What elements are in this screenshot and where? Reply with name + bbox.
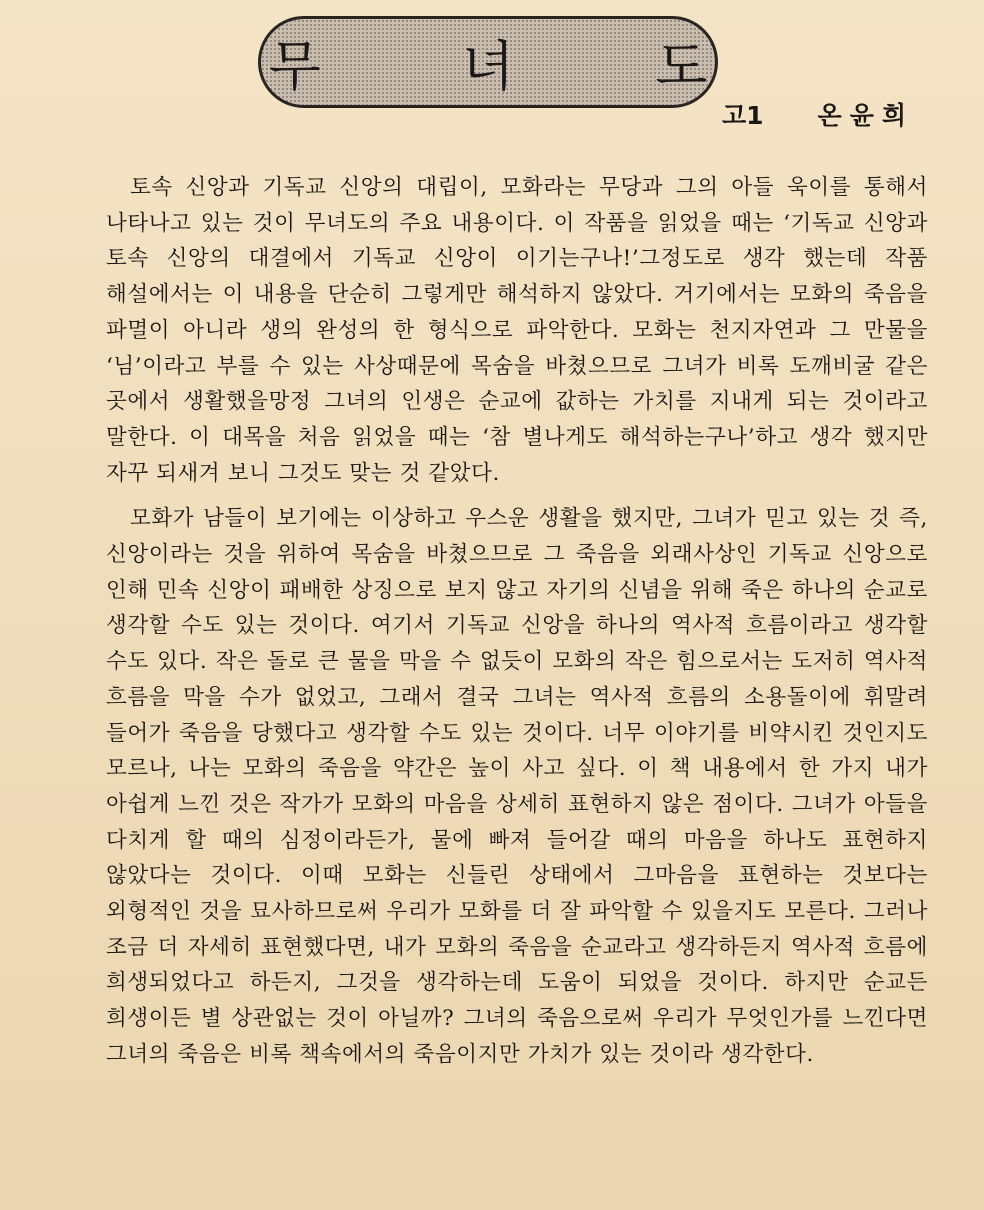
- author-grade: 고1: [722, 101, 764, 130]
- title-banner: [258, 16, 770, 108]
- essay-body: [106, 170, 928, 1073]
- byline: [722, 96, 914, 132]
- page-title: 무 녀 도: [268, 34, 770, 98]
- paragraph: 토속 신앙과 기독교 신앙의 대립이, 모화라는 무당과 그의 아들 욱이를 통해서 나타나고 있는 것이 무녀도의 주요 내용이다. 이 작품을 읽었을 때는 ‘기독교 신앙과 토속 신앙의 대결에서 기독교 신앙이 이기는구나!’그정도로 생각 했는데 작품 해설에서는 이 내용을 단순히 그렇게만 해석하지 않았다. 거기에서는 모화의 죽음을 파멸이 아니라 생의 완성의 한 형식으로 파악한다. 모화는 천지자연과 그 만물을 ‘님’이라고 부를 수 있는 사상때문에 목숨을 바쳤으므로 그녀가 비록 도깨비굴 같은 곳에서 생활했을망정 그녀의 인생은 순교에 값하는 가치를 지내게 되는 것이라고 말한다. 이 대목을 처음 읽었을 때는 ‘참 별나게도 해석하는구나’하고 생각 했지만 자꾸 되새겨 보니 그것도 맞는 것 같았다.: [106, 175, 928, 486]
- paragraph: 모화가 남들이 보기에는 이상하고 우스운 생활을 했지만, 그녀가 믿고 있는 것 즉, 신앙이라는 것을 위하여 목숨을 바쳤으므로 그 죽음을 외래사상인 기독교 신앙으로 인해 민속 신앙이 패배한 상징으로 보지 않고 자기의 신념을 위해 죽은 하나의 순교로 생각할 수도 있는 것이다. 여기서 기독교 신앙을 하나의 역사적 흐름이라고 생각할 수도 있다. 작은 돌로 큰 물을 막을 수 없듯이 모화의 작은 힘으로서는 도저히 역사적 흐름을 막을 수가 없었고, 그래서 결국 그녀는 역사적 흐름의 소용돌이에 휘말려 들어가 죽음을 당했다고 생각할 수도 있는 것이다. 너무 이야기를 비약시킨 것인지도 모르나, 나는 모화의 죽음을 약간은 높이 사고 싶다. 이 책 내용에서 한 가지 내가 아쉽게 느낀 것은 작가가 모화의 마음을 상세히 표현하지 않은 점이다. 그녀가 아들을 다치게 할 때의 심정이라든가, 물에 빠져 들어갈 때의 마음을 하나도 표현하지 않았다는 것이다. 이때 모화는 신들린 상태에서 그마음을 표현하는 것보다는 외형적인 것을 묘사하므로써 우리가 모화를 더 잘 파악할 수 있을지도 모른다. 그러나 조금 더 자세히 표현했다면, 내가 모화의 죽음을 순교라고 생각하든지 역사적 흐름에 희생되었다고 하든지, 그것을 생각하는데 도움이 되었을 것이다. 하지만 순교든 희생이든 별 상관없는 것이 아닐까? 그녀의 죽음으로써 우리가 무엇인가를 느낀다면 그녀의 죽음은 비록 책속에서의 죽음이지만 가치가 있는 것이라 생각한다.: [106, 506, 928, 1067]
- author-name: 온윤희: [817, 101, 914, 130]
